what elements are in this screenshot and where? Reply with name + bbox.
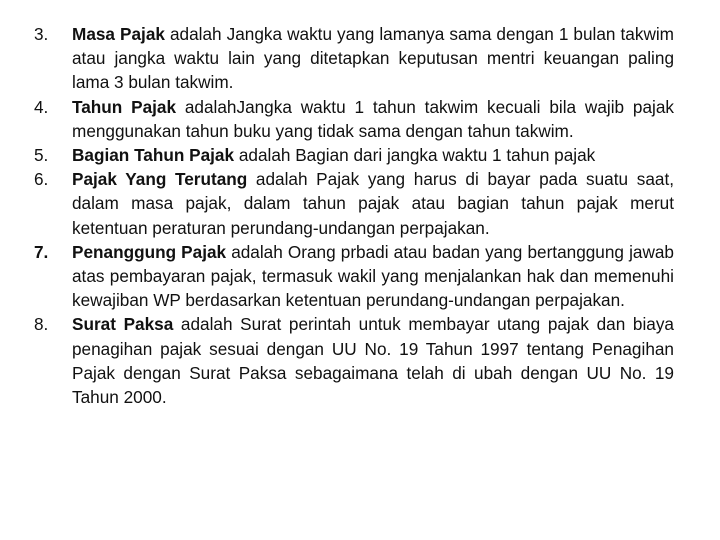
definition-item-pajak-yang-terutang	[34, 167, 674, 240]
term-pajak-yang-terutang: Pajak Yang Terutang	[72, 169, 248, 190]
term-masa-pajak: Masa Pajak	[72, 24, 165, 44]
definition-item-penanggung-pajak	[34, 240, 674, 313]
definition-item-surat-paksa	[34, 312, 674, 409]
item-number: 3.	[34, 24, 49, 44]
definition-text: adalah Bagian dari jangka waktu 1 tahun pajak	[234, 145, 596, 166]
item-number: 5.	[34, 145, 49, 166]
definition-text: adalah Orang prbadi atau badan yang bertanggung jawab atas pembayaran pajak, termasuk wakil yang menjalankan hak dan memenuhi kewajiban WP berdasarkan ketentuan perundang-undangan perpajakan.	[72, 241, 674, 311]
term-penanggung-pajak: Penanggung Pajak	[72, 241, 227, 262]
definition-text: adalah Jangka waktu yang lamanya sama dengan 1 bulan takwim atau jangka waktu lain yang ditetapkan keputusan mentri keuangan paling lama 3 bulan takwim.	[72, 24, 674, 93]
definition-item-bagian-tahun-pajak	[34, 143, 674, 167]
item-number: 8.	[34, 314, 49, 335]
item-number: 6.	[34, 169, 49, 190]
term-bagian-tahun-pajak: Bagian Tahun Pajak	[72, 145, 235, 166]
definition-item-tahun-pajak	[34, 95, 674, 143]
definition-item-masa-pajak	[34, 22, 674, 95]
item-number: 7.	[34, 241, 49, 262]
definition-text: adalah Pajak yang harus di bayar pada suatu saat, dalam masa pajak, dalam tahun pajak atau bagian tahun pajak merut ketentuan peraturan perundang-undangan perpajakan.	[72, 169, 674, 238]
definition-text: adalahJangka waktu 1 tahun takwim kecuali bila wajib pajak menggunakan tahun buku yang tidak sama dengan tahun takwim.	[72, 96, 674, 141]
item-number: 4.	[34, 96, 49, 117]
definition-list	[34, 22, 674, 409]
term-tahun-pajak: Tahun Pajak	[72, 96, 177, 117]
term-surat-paksa: Surat Paksa	[72, 314, 174, 335]
definition-text: adalah Surat perintah untuk membayar utang pajak dan biaya penagihan pajak sesuai dengan UU No. 19 Tahun 1997 tentang Penagihan Pajak dengan Surat Paksa sebagaimana telah di ubah dengan UU No. 19 Tahun 2000.	[72, 314, 674, 408]
